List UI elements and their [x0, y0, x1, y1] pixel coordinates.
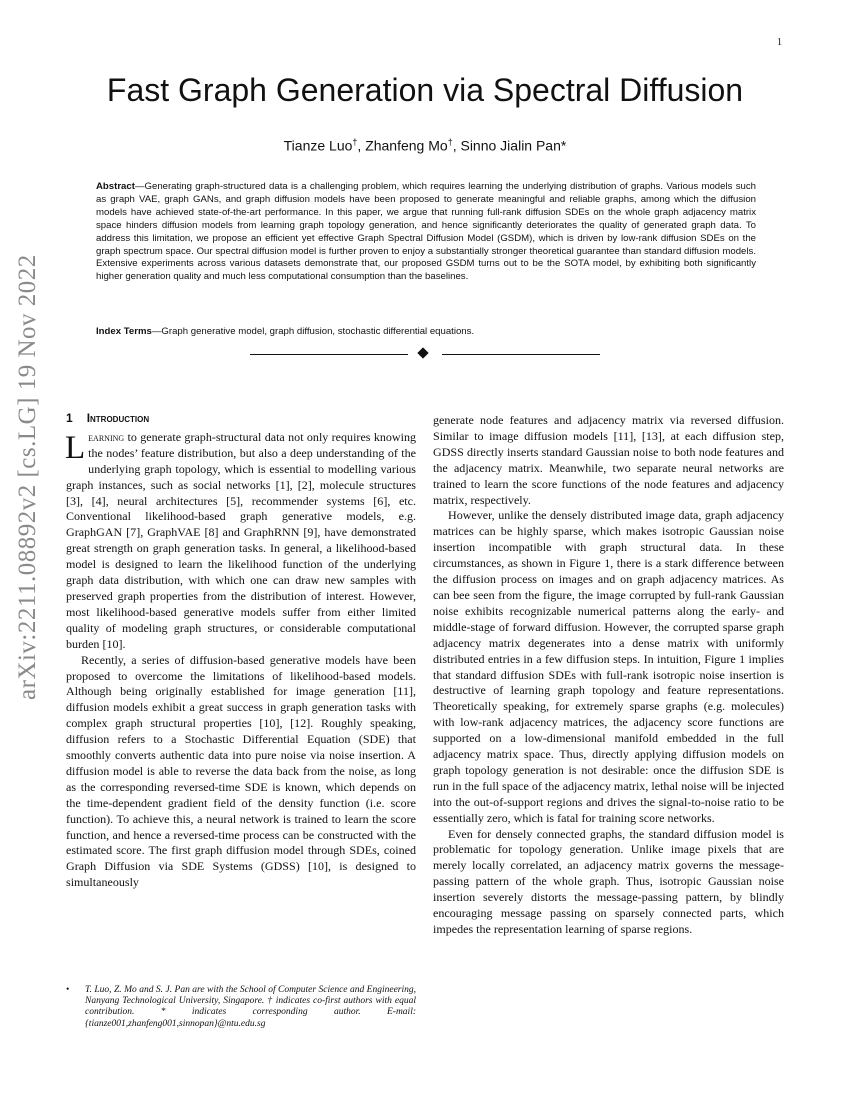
author-name: Tianze Luo — [283, 137, 353, 154]
left-column — [66, 411, 416, 891]
paragraph: Even for densely connected graphs, the standard diffusion model is problematic for topology generation. Unlike image pixels that are merely locally correlated, an adjacency matrix governs the message-passing pattern of the whole graph. Thus, isotropic Gaussian noise insertion severely distorts the message-passing pattern, by blindly encouraging message passing on sparsely connected parts, which impedes the representation learning of sparse regions. — [433, 826, 784, 936]
diamond-ornament-icon — [417, 347, 428, 358]
divider-line — [250, 354, 408, 355]
divider-line — [442, 354, 600, 355]
abstract-label: Abstract — [96, 181, 135, 192]
author-mark: † — [447, 137, 453, 147]
section-divider — [250, 354, 600, 355]
arxiv-identifier: arXiv:2211.08892v2 [cs.LG] 19 Nov 2022 — [14, 254, 41, 700]
paragraph — [66, 430, 416, 653]
abstract — [96, 181, 756, 284]
index-terms — [96, 326, 756, 339]
smallcaps-lead: earning — [88, 429, 125, 444]
paragraph: Recently, a series of diffusion-based generative models have been proposed to overcome the limitations of likelihood-based models. Although being originally established for image generation [11], diffusion models exhibit a great success in graph generation tasks with complex graph structural properties [10], [12]. Roughly speaking, diffusion refers to a Stochastic Differential Equation (SDE) that smoothly converts authentic data into pure noise via noise insertion. A diffusion model is able to reverse the data back from the noise, as long as the corresponding reversed-time SDE is known, which depends on the time-dependent gradient field of the density function (i.e. score function). To achieve this, a neural network is trained to learn the score function, and hence a reversed-time process can be constructed with the estimated score. The first graph diffusion model through SDEs, coined Graph Diffusion via SDE Systems (GDSS) [10], is designed to simultaneously — [66, 652, 416, 890]
section-number: 1 — [66, 411, 73, 425]
author-mark: † — [352, 137, 358, 147]
right-column — [433, 413, 784, 938]
footnote — [66, 985, 416, 1030]
author-list: Tianze Luo†, Zhanfeng Mo†, Sinno Jialin Pan* — [283, 137, 567, 154]
index-terms-label: Index Terms — [96, 326, 152, 337]
paper-title: Fast Graph Generation via Spectral Diffusion — [106, 72, 744, 108]
footnote-text: T. Luo, Z. Mo and S. J. Pan are with the School of Computer Science and Engineering, Nanyang Technological University, Singapore. † indicates co-first authors with equal contribution. * indicates corresponding author. E-mail: {tianze001,zhanfeng001,sinnopan}@ntu.edu.sg — [85, 985, 416, 1029]
paragraph-text: to generate graph-structural data not only requires knowing the nodes’ feature distribution, but also a deep understanding of the underlying graph topology, which is essential to modelling various graph instances, such as social networks [1], [2], molecule structures [3], [4], neural architectures [5], recommender systems [6], etc. Conventional likelihood-based graph generative models, e.g. GraphGAN [7], GraphVAE [8] and GraphRNN [9], have demonstrated great strength on graph generation tasks. In general, a likelihood-based model is designed to learn the likelihood function of the underlying graph data distribution, with which one can draw new samples with preserved graph properties from the distribution of interest. However, most likelihood-based generative models suffer from either limited quality of modeling graph structures, or considerable computational burden [10]. — [66, 429, 416, 651]
abstract-text: —Generating graph-structured data is a challenging problem, which requires learning the underlying distribution of graphs. Various models such as graph VAE, graph GANs, and graph diffusion models have been proposed to generate meaningful and reliable graphs, among which the diffusion models have achieved state-of-the-art performance. In this paper, we argue that running full-rank diffusion SDEs on the whole graph adjacency matrix space hinders diffusion models from learning graph topology generation, and hence significantly deteriorates the quality of generated graph data. To address this limitation, we propose an efficient yet effective Graph Spectral Diffusion Model (GSDM), which is driven by low-rank diffusion SDEs on the graph spectrum space. Our spectral diffusion model is further proven to enjoy a substantially stronger theoretical guarantee than standard diffusion models. Extensive experiments across various datasets demonstrate that, our proposed GSDM turns out to be the SOTA model, by exhibiting both significantly higher generation quality and much less computational consumption than the baselines. — [96, 181, 756, 283]
author-name: Sinno Jialin Pan* — [460, 137, 567, 154]
drop-cap: L — [65, 429, 86, 466]
bullet-icon: • — [66, 985, 70, 995]
paragraph: generate node features and adjacency matrix via reversed diffusion. Similar to image diffusion models [11], [13], at each diffusion step, GDSS directly inserts standard Gaussian noise to both node features and the adjacency matrix. Meanwhile, two separate neural networks are trained to learn the score functions of the node features and adjacency matrix, respectively. — [433, 413, 784, 507]
index-terms-text: —Graph generative model, graph diffusion, stochastic differential equations. — [151, 326, 475, 337]
page-number: 1 — [777, 37, 782, 48]
section-title: Introduction — [86, 411, 150, 425]
author-name: Zhanfeng Mo — [365, 137, 448, 154]
section-heading — [66, 411, 416, 427]
paragraph: However, unlike the densely distributed image data, graph adjacency matrices can be highly sparse, which makes isotropic Gaussian noise insertion incompatible with graph structural data. In these circumstances, as shown in Figure 1, there is a stark difference between the diffusion process on images and on graph adjacency matrices. As can bee seen from the figure, the image corrupted by full-rank Gaussian noise exhibits recognizable numerical patterns along the early- and middle-stage of forward diffusion. However, the corrupted sparse graph adjacency matrix degenerates into a dense matrix with uniformly distributed entries in a few diffusion steps. In intuition, Figure 1 implies that standard diffusion SDEs with full-rank isotropic noise insertion is destructive of learning graph topology and feature representations. Theoretically speaking, for extremely sparse graphs (e.g. molecules) with low-rank adjacency matrices, the adjacency score functions are supported on a low-dimensional manifold embedded in the full adjacency matrix space. Thus, directly applying diffusion models on graph topology generation is not desirable: once the diffusion SDE is run in the full space of the adjacency matrix, lethal noise will be injected into the out-of-support regions and drives the signal-to-noise ratio to be essentially zero, which is fatal for training score networks. — [433, 508, 784, 825]
